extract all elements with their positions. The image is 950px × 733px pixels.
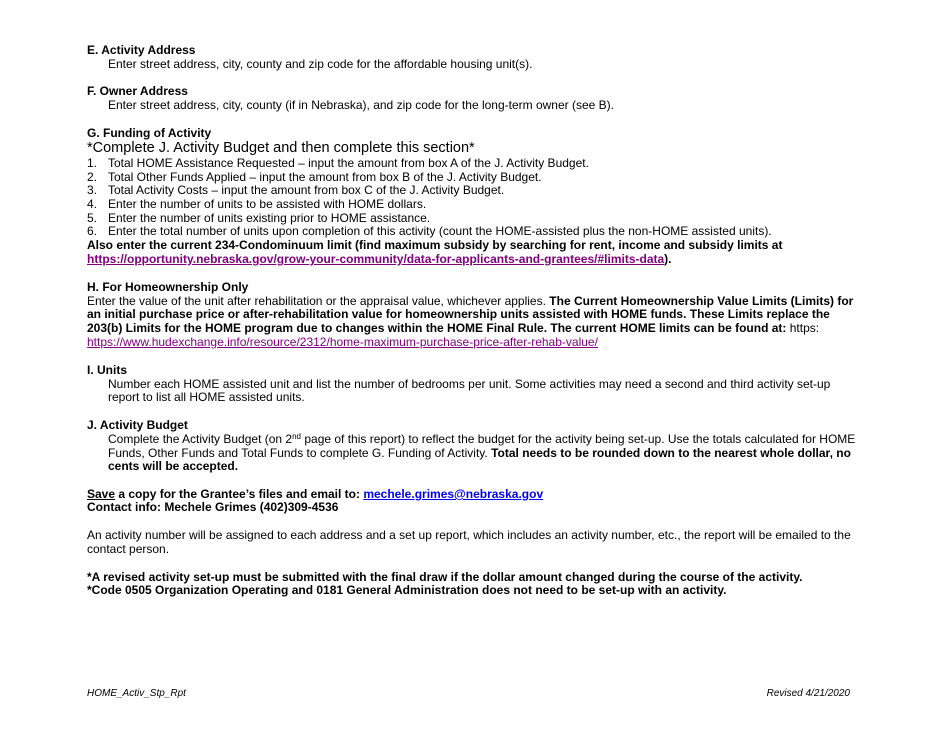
- save-word: Save: [87, 487, 116, 501]
- condominium-link-line: [87, 252, 672, 266]
- section-h-line1-text: Enter the value of the unit after rehabilitation or the appraisal value, whichever applies.: [87, 294, 550, 308]
- section-f-text: Enter street address, city, county (if in Nebraska), and zip code for the long-term owner (see B).: [108, 98, 614, 112]
- item-number: 4.: [87, 197, 98, 211]
- item-text: Total Activity Costs – input the amount from box C of the J. Activity Budget.: [108, 183, 505, 197]
- link-close: ).: [664, 252, 672, 266]
- item-number: 5.: [87, 211, 98, 225]
- activity-note-line2: contact person.: [87, 542, 170, 556]
- section-i-line1: Number each HOME assisted unit and list the number of bedrooms per unit. Some activities may need a second and third activity set-up: [108, 377, 831, 391]
- item-text: Enter the number of units to be assisted with HOME dollars.: [108, 197, 427, 211]
- item-number: 3.: [87, 183, 98, 197]
- contact-info: Contact info: Mechele Grimes (402)309-4536: [87, 500, 339, 514]
- section-h-line2: an initial purchase price or after-rehabilitation value for homeownership units assisted with HOME funds. These Limits replace the: [87, 307, 830, 321]
- funding-item-1: [87, 156, 589, 170]
- section-j-line1: [108, 432, 855, 446]
- item-text: Enter the total number of units upon completion of this activity (count the HOME-assisted plus the non-HOME assisted units).: [108, 224, 772, 238]
- funding-item-3: [87, 183, 504, 197]
- save-rest: a copy for the Grantee’s files and email to:: [115, 487, 364, 501]
- funding-item-6: [87, 224, 772, 238]
- final-note-2: *Code 0505 Organization Operating and 0181 General Administration does not need to be set-up with an activity.: [87, 583, 727, 597]
- section-j-line1-b: page of this report) to reflect the budget for the activity being set-up. Use the totals calculated for HOME: [301, 432, 856, 446]
- section-j-line1-a: Complete the Activity Budget (on 2: [108, 432, 293, 446]
- funding-item-2: [87, 170, 542, 184]
- limits-data-link[interactable]: https://opportunity.nebraska.gov/grow-your-community/data-for-applicants-and-grantees/#limits-data: [87, 252, 665, 266]
- section-h-line3: [87, 321, 819, 335]
- footer-form-id: HOME_Activ_Stp_Rpt: [87, 688, 186, 699]
- hud-exchange-link[interactable]: https://www.hudexchange.info/resource/2312/home-maximum-purchase-price-after-rehab-value/: [87, 335, 598, 349]
- section-h-heading: H. For Homeownership Only: [87, 280, 249, 294]
- superscript-nd: nd: [292, 432, 302, 441]
- section-h-line3-text: https:: [786, 321, 820, 335]
- email-link[interactable]: mechele.grimes@nebraska.gov: [363, 487, 544, 501]
- section-h-line1: [87, 294, 853, 308]
- item-text: Enter the number of units existing prior to HOME assistance.: [108, 211, 431, 225]
- section-i-line2: report to list all HOME assisted units.: [108, 390, 305, 404]
- save-instruction: [87, 487, 543, 501]
- section-f-heading: F. Owner Address: [87, 84, 188, 98]
- condominium-note: Also enter the current 234-Condominuum limit (find maximum subsidy by searching for rent, income and subsidy limits at: [87, 238, 783, 252]
- section-i-heading: I. Units: [87, 363, 128, 377]
- section-h-line3-bold: 203(b) Limits for the HOME program due to changes within the HOME Final Rule. The current HOME limits can be found at:: [87, 321, 787, 335]
- section-j-line2: [108, 446, 851, 460]
- section-e-text: Enter street address, city, county and zip code for the affordable housing unit(s).: [108, 57, 533, 71]
- activity-note-line1: An activity number will be assigned to each address and a set up report, which includes an activity number, etc., the report will be emailed to the: [87, 528, 851, 542]
- final-note-1: *A revised activity set-up must be submitted with the final draw if the dollar amount changed during the course of the activity.: [87, 570, 803, 584]
- footer-revised-date: Revised 4/21/2020: [766, 688, 850, 699]
- section-h-line1-bold: The Current Homeownership Value Limits (Limits) for: [549, 294, 854, 308]
- funding-item-5: [87, 211, 430, 225]
- section-e-heading: E. Activity Address: [87, 43, 196, 57]
- item-text: Total Other Funds Applied – input the amount from box B of the J. Activity Budget.: [108, 170, 542, 184]
- section-j-line2-bold: Total needs to be rounded down to the nearest whole dollar, no: [491, 446, 851, 460]
- section-j-line2-text: Funds, Other Funds and Total Funds to complete G. Funding of Activity.: [108, 446, 492, 460]
- item-number: 1.: [87, 156, 98, 170]
- section-j-heading: J. Activity Budget: [87, 418, 188, 432]
- section-g-subheading: *Complete J. Activity Budget and then complete this section*: [87, 140, 475, 156]
- item-text: Total HOME Assistance Requested – input the amount from box A of the J. Activity Budget.: [108, 156, 589, 170]
- hud-link-line: [87, 335, 598, 349]
- item-number: 2.: [87, 170, 98, 184]
- item-number: 6.: [87, 224, 98, 238]
- section-g-heading: G. Funding of Activity: [87, 126, 212, 140]
- funding-item-4: [87, 197, 426, 211]
- section-j-line3: cents will be accepted.: [108, 459, 239, 473]
